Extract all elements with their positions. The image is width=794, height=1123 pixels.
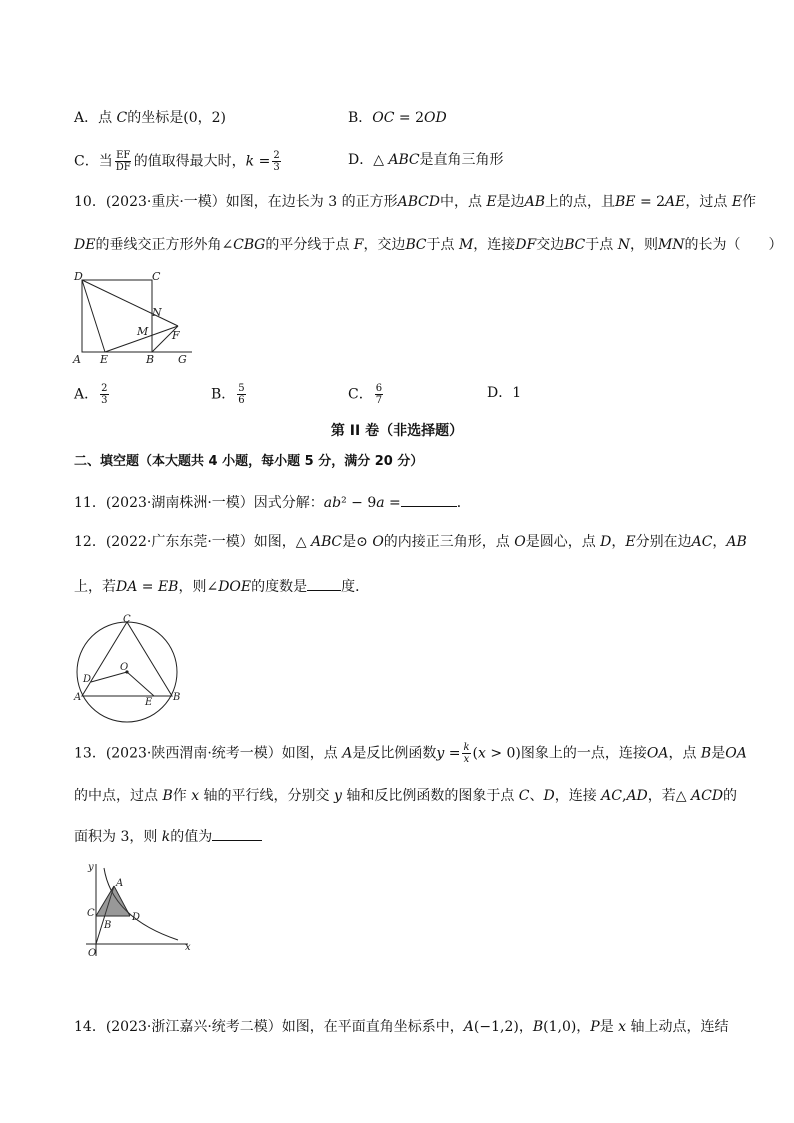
fraction-denominator: 7	[375, 395, 383, 406]
q11-end: ．	[456, 495, 471, 511]
q9-option-c-middle: 的值取得最大时，𝑘 =	[133, 153, 271, 170]
q12-line-2	[74, 576, 369, 597]
label-a: A	[73, 353, 81, 366]
label-b: B	[173, 692, 181, 703]
q9-option-d: D．△ 𝐴𝐵𝐶是直角三角形	[348, 152, 504, 168]
k-over-x-fraction	[462, 742, 470, 765]
option-prefix: C．	[348, 386, 373, 403]
q10-option-a	[74, 383, 111, 406]
label-a: A	[74, 692, 82, 703]
q9-option-b: B．𝑂𝐶 = 2𝑂𝐷	[348, 110, 447, 126]
q9-option-c	[74, 150, 283, 173]
q9-option-a: A．点 𝐶的坐标是(0，2)	[74, 110, 227, 126]
q13-hyperbola-figure	[82, 858, 194, 958]
q10-line-2: 𝐷𝐸的垂线交正方形外角∠𝐶𝐵𝐺的平分线于点 𝐹，交边𝐵𝐶于点 𝑀，连接𝐷𝐹交边𝐵𝐶于点 𝑁，则𝑀𝑁的长为（ ）	[74, 237, 783, 253]
label-b: B	[146, 353, 155, 366]
label-d: D	[132, 912, 141, 923]
q13-line-1	[74, 742, 747, 765]
fraction-numerator: 6	[375, 383, 383, 394]
q11-text: 11．(2023·湖南株洲·一模）因式分解：𝑎𝑏² − 9𝑎 =	[74, 495, 401, 511]
label-c: C	[123, 614, 131, 625]
q12-line-2-suffix: 度．	[341, 579, 370, 595]
label-o: O	[120, 662, 129, 673]
label-o: O	[88, 948, 97, 958]
q13-line-2: 的中点，过点 𝐵作 𝑥 轴的平行线，分别交 𝑦 轴和反比例函数的图象于点 𝐶、𝐷，连接 𝐴𝐶,𝐴𝐷，若△ 𝐴𝐶𝐷的	[74, 788, 738, 804]
q12-circle-figure	[68, 612, 188, 728]
fraction-numerator: k	[463, 742, 470, 753]
fraction-denominator: 6	[238, 395, 245, 406]
label-f: F	[172, 329, 180, 342]
option-fraction	[375, 383, 383, 406]
k-value-fraction	[272, 150, 280, 173]
fill-blank-heading: 二、填空题（本大题共 4 小题，每小题 5 分，满分 20 分）	[74, 454, 424, 469]
label-e: E	[100, 353, 109, 366]
label-c: C	[152, 270, 161, 283]
label-a: A	[116, 878, 124, 889]
q13-line-3-text: 面积为 3，则 𝑘的值为	[74, 829, 213, 845]
q12-line-1: 12．(2022·广东东莞·一模）如图，△ 𝐴𝐵𝐶是⊙ 𝑂的内接正三角形，点 𝑂是圆心，点 𝐷，𝐸分别在边𝐴𝐶，𝐴𝐵	[74, 534, 747, 550]
option-fraction	[100, 383, 108, 406]
fraction-numerator: EF	[116, 150, 131, 161]
segment-de	[82, 280, 105, 352]
label-g: G	[178, 353, 187, 366]
label-b: B	[104, 920, 112, 931]
label-m: M	[137, 325, 149, 338]
fraction-denominator: 3	[101, 395, 108, 406]
label-x: x	[185, 942, 191, 953]
q10-option-d: D．1	[487, 385, 522, 401]
option-prefix: B．	[211, 386, 236, 403]
option-fraction	[237, 383, 245, 406]
answer-blank[interactable]	[212, 826, 262, 841]
fraction-numerator: 5	[238, 383, 245, 394]
segment-od	[91, 672, 127, 682]
fraction-numerator: 2	[101, 383, 108, 394]
triangle-acd-shade	[96, 886, 130, 916]
option-prefix: A．	[74, 386, 99, 403]
ef-df-fraction	[115, 150, 132, 173]
q10-square-figure	[70, 268, 200, 368]
answer-blank[interactable]	[307, 576, 341, 591]
q10-option-b	[211, 383, 248, 406]
q13-line-3	[74, 826, 262, 847]
fraction-denominator: 3	[273, 162, 280, 173]
label-d: D	[83, 674, 92, 685]
fraction-denominator: DF	[115, 162, 131, 173]
square-abcd	[82, 280, 152, 352]
segment-df	[82, 280, 178, 326]
q9-option-c-prefix: C．当	[74, 153, 113, 170]
label-n: N	[152, 306, 162, 319]
fraction-numerator: 2	[273, 150, 280, 161]
q14-line-1: 14．(2023·浙江嘉兴·统考二模）如图，在平面直角坐标系中，𝐴(−1,2)，𝐵(1,0)，𝑃是 𝑥 轴上动点，连结	[74, 1019, 729, 1035]
fraction-denominator: x	[463, 754, 470, 765]
answer-blank[interactable]	[401, 492, 457, 507]
q10-line-1: 10．(2023·重庆·一模）如图，在边长为 3 的正方形𝐴𝐵𝐶𝐷中，点 𝐸是边𝐴𝐵上的点，且𝐵𝐸 = 2𝐴𝐸，过点 𝐸作	[74, 194, 757, 210]
label-c: C	[87, 908, 95, 919]
label-d: D	[74, 270, 83, 283]
q13-line-1-suffix: (𝑥 > 0)图象上的一点，连接𝑂𝐴，点 𝐵是𝑂𝐴	[472, 745, 747, 762]
q12-line-2-prefix: 上，若𝐷𝐴 = 𝐸𝐵，则∠𝐷𝑂𝐸的度数是	[74, 579, 308, 595]
q13-line-1-prefix: 13．(2023·陕西渭南·统考一模）如图，点 𝐴是反比例函数𝑦 =	[74, 745, 461, 762]
q10-option-c	[348, 383, 385, 406]
section-title: 第 II 卷（非选择题）	[330, 423, 464, 439]
segment-oe	[127, 672, 154, 696]
label-e: E	[145, 697, 153, 708]
q11-line	[74, 492, 471, 513]
label-y: y	[88, 862, 94, 873]
